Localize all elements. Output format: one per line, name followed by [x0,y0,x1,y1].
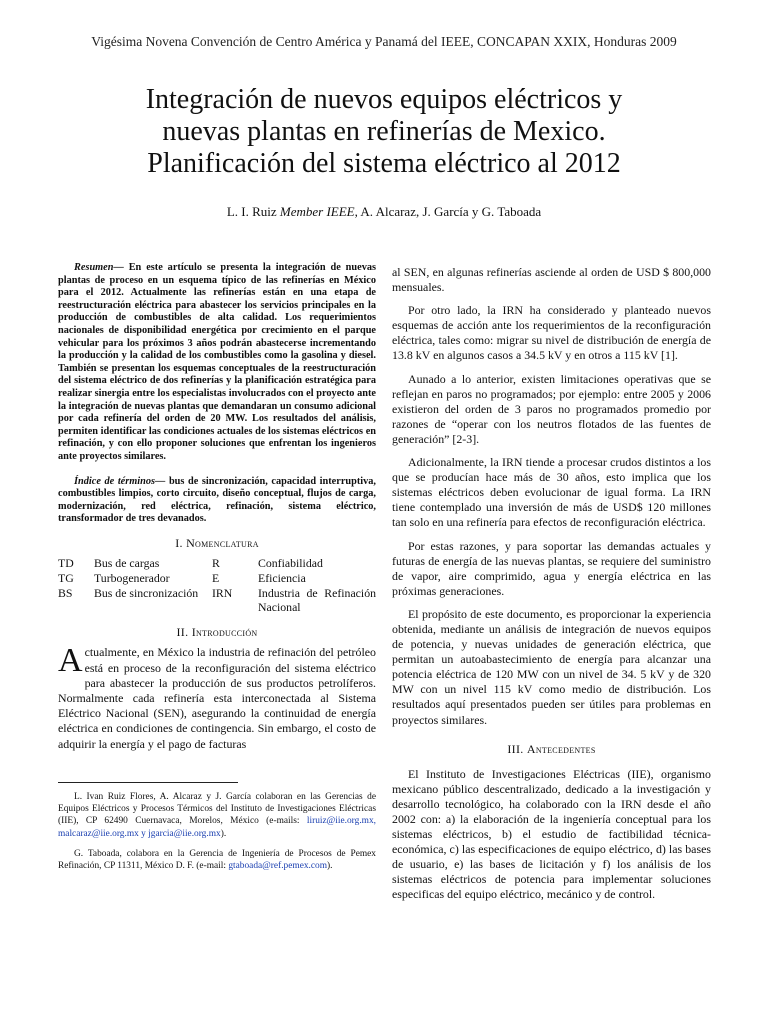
body-paragraph: Por otro lado, la IRN ha considerado y planteado nuevos esquemas de acción ante los requerimientos de la reconfiguración eléctrica, tales como: migrar su nivel de distribución de energía de 13.8 kV en algunos casos a 34.5 kV y en otros a 115 kV [1]. [392,303,711,363]
right-column [392,265,711,911]
index-terms-text: bus de sincronización, capacidad interruptiva, combustibles limpios, corto circuito, diseño conceptual, flujos de carga, modernización, red eléctrica, refinación, sistema eléctrico, transformador de tres devanados. [58,475,376,525]
intro-text: ctualmente, en México la industria de refinación del petróleo está en proceso de la reconfiguración del sistema eléctrico para abastecer la producción de sus productos petrolíferos. Normalmente cada refinería esta interconectada al Sistema Eléctrico Nacional (SEN), asegurando la continuidad de energía eléctrica en condiciones de contingencia. Sin embargo, el costo de adquirir la energía y el pago de facturas [58,645,376,751]
body-paragraph: El Instituto de Investigaciones Eléctricas (IIE), organismo mexicano público descentralizado, dedicado a la investigación y desarrollo tecnológico, ha colaborado con la IRN desde el año 2002 con: a) la elaboración de la ingeniería conceptual para los sistemas eléctricos, b) el estudio de factibilidad técnica-económica, c) las especificaciones de equipo eléctrico, d) las bases de usuario, e) las bases de licitación y f) los análisis de los sistemas eléctricos de potencia para implementar soluciones especificas del equipo eléctrico, mecánico y de control. [392,766,711,902]
author-line [0,204,768,220]
author-others: , A. Alcaraz, J. García y G. Taboada [354,204,542,219]
section-heading-introduccion: II. Introducción [176,625,258,640]
email-link[interactable]: gtaboada@ref.pemex.com [228,860,328,871]
paper-title [60,84,708,180]
abstract-text: En este artículo se presenta la integración de nuevas plantas de proceso en un esquema típico de las refinerías en México para el 2012. Actualmente las refinerías están en una etapa de reestructuración eléctrica para abastecer los servicios principales en la producción de combustibles de alta calidad. Los requerimientos nacionales de disponibilidad energética por crecimiento en el parque vehicular para los próximos 3 años podrán abastecerse incrementando la producción y la calidad de los combustibles como la gasolina y diesel. También se presentan los esquemas conceptuales de la reestructuración del sistema eléctrico de dos refinerías y la planificación estratégica para realizar sinergia entre los especialistas involucrados con el proyecto ante la integración de nuevas plantas que demandaran un consumo adicional por cada refinería del orden de 20 MW. Los resultados del análisis, permiten identificar las condiciones actuales de los sistemas eléctricos en refinación, y con ello proponer soluciones que enfrentan los ingenieros ante proyectos similares. [58,262,376,462]
intro-paragraph [58,642,376,751]
title-line: Planificación del sistema eléctrico al 2012 [147,148,621,179]
section-heading-antecedentes: III. Antecedentes [507,741,596,756]
abstract [58,262,376,464]
body-paragraph: al SEN, en algunas refinerías asciende al orden de USD $ 800,000 mensuales. [392,265,711,295]
index-terms-lead: Índice de términos— [74,475,166,487]
table-row: TG Turbogenerador E Eficiencia [58,571,306,586]
drop-cap: A [58,642,83,680]
body-paragraph: Aunado a lo anterior, existen limitaciones operativas que se reflejan en paros no programados; por ejemplo: entre 2005 y 2006 existieron del orden de 3 paros no programados promedio por razones de “operar con los neutros flotados de las fuentes de generación” [2-3]. [392,371,711,446]
left-column [58,262,376,880]
body-paragraph: El propósito de este documento, es proporcionar la experiencia obtenida, mediante un análisis de integración de nuevos equipos de potencia, y nuevas unidades de generación eléctrica, que permitan un autoabastecimiento de energía para alcanzar una potencia eléctrica de 120 MW con un nivel de 34. 5 kV y de 320 MW con un nivel 115 kV como medio de distribución. Los resultados aquí presentados pueden ser útiles para problemas en proyectos similares. [392,606,711,727]
conference-header: Vigésima Novena Convención de Centro América y Panamá del IEEE, CONCAPAN XXIX, Honduras 2009 [91,34,677,49]
title-line: nuevas plantas en refinerías de Mexico. [162,116,606,147]
nomenclature-table [58,556,376,615]
body-paragraph: Adicionalmente, la IRN tiende a procesar crudos distintos a los que se producían hace más de 30 años, esto implica que los sistemas eléctricos deben evolucionar de igual forma. La IRN tiene contemplado una inversión de más de USD$ 120 millones tan solo en una refinería para efectos de reconfiguración eléctrica. [392,455,711,530]
email-link[interactable]: liruiz@iie.org.mx, malcaraz@iie.org.mx y jgarcia@iie.org.mx [58,816,376,839]
author-name: L. I. Ruiz [226,204,280,219]
section-heading-nomenclature: I. Nomenclatura [175,535,259,550]
footnote-taboada: G. Taboada, colabora en la Gerencia de Ingeniería de Procesos de Pemex Refinación, CP 11311, México D. F. (e-mail: gtaboada@ref.pemex.com). [58,848,376,871]
title-line: Integración de nuevos equipos eléctricos y [145,84,623,115]
author-membership: Member IEEE [279,204,355,219]
body-paragraph: Por estas razones, y para soportar las demandas actuales y futuras de energía de las nuevas plantas, se requiere del suministro de vapor, aire comprimido, agua y energía eléctrica en las próximas generaciones. [392,538,711,598]
table-row: BS Bus de sincronización IRN Industria de Refinación Nacional [58,586,376,615]
footnote-divider [58,782,238,783]
abstract-lead: Resumen— [74,262,124,273]
index-terms [58,476,376,526]
footnote-authors: L. Ivan Ruiz Flores, A. Alcaraz y J. García colaboran en las Gerencias de Equipos Eléctricos y Procesos Térmicos del Instituto de Investigaciones Eléctricas (IIE), CP 62490 Cuernavaca, Morelos, México (e-mails: liruiz@iie.org.mx, malcaraz@iie.org.mx y jgarcia@iie.org.mx). [58,791,376,839]
table-row: TD Bus de cargas R Confiabilidad [58,556,323,571]
